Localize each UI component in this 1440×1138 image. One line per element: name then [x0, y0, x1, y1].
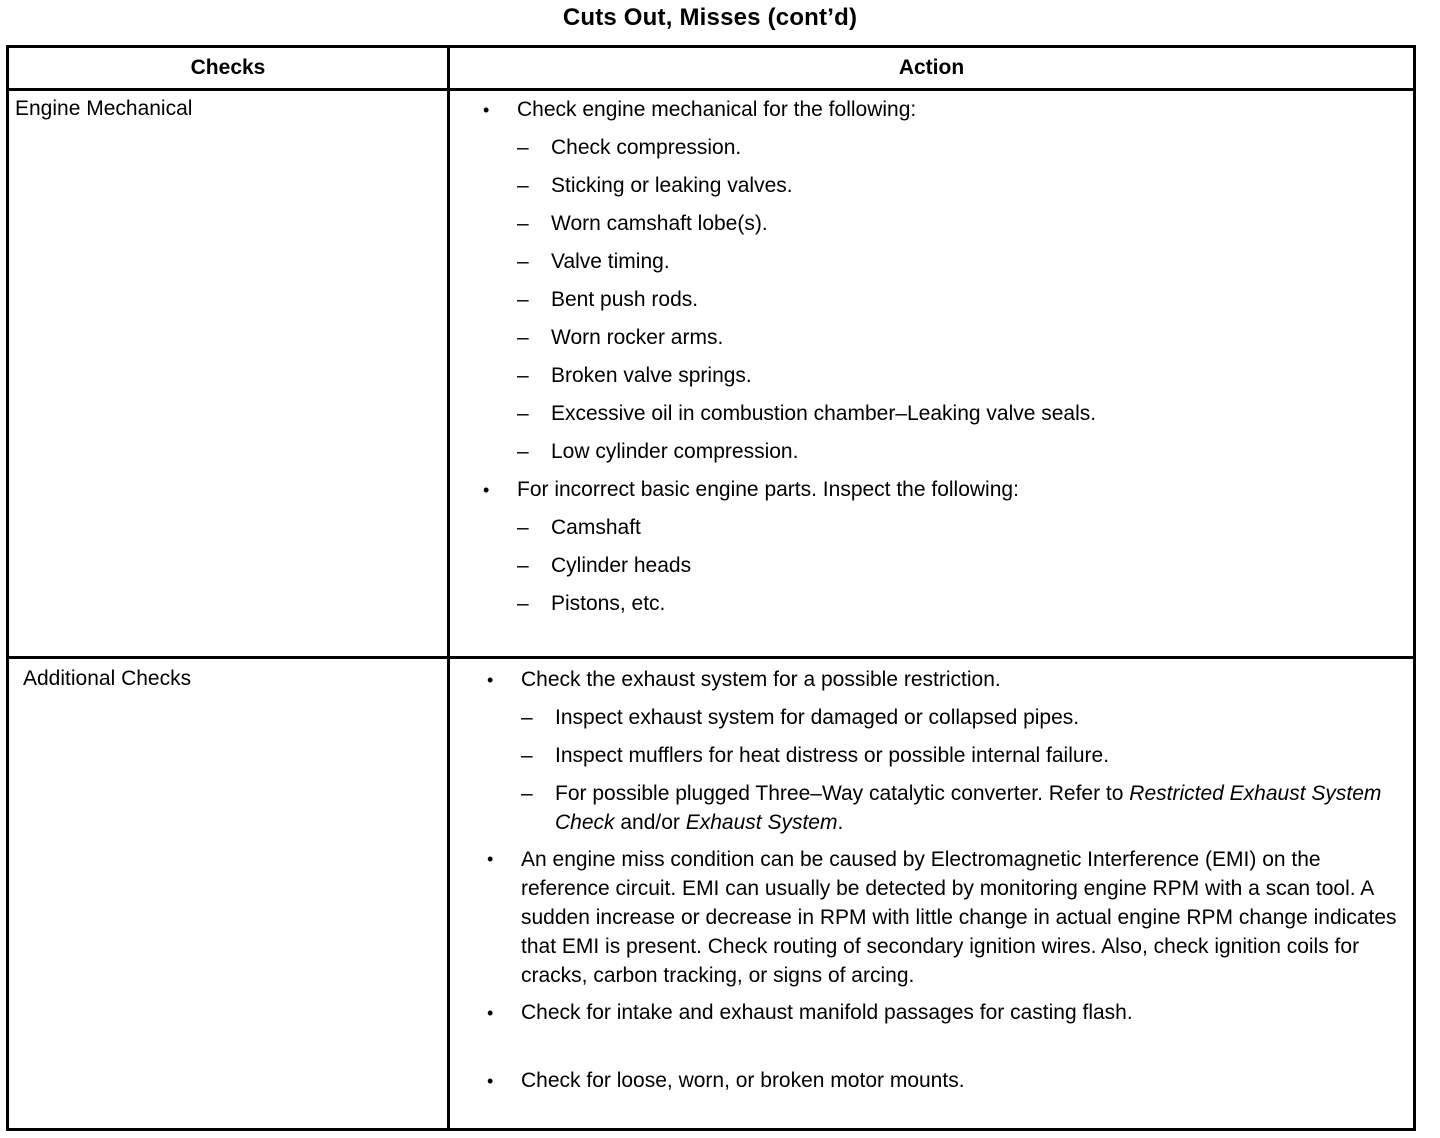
list-item: • Check engine mechanical for the following:: [481, 95, 1391, 125]
list-item: • Check for loose, worn, or broken motor mounts.: [485, 1066, 1405, 1096]
list-item: – Broken valve springs.: [481, 361, 1391, 391]
list-item: – Check compression.: [481, 133, 1391, 163]
list-item: – Camshaft: [481, 513, 1391, 543]
list-item: • Check the exhaust system for a possible restriction.: [485, 665, 1405, 695]
list-item: – Worn rocker arms.: [481, 323, 1391, 353]
list-item: • An engine miss condition can be caused by Electromagnetic Interference (EMI) on the reference circuit. EMI can usually be detected by monitoring engine RPM with a scan tool. A sudden increase or decrease in RPM with little change in actual engine RPM change indicates that EMI is present. Check routing of secondary ignition wires. Also, check ignition coils for cracks, carbon tracking, or signs of arcing.: [485, 845, 1405, 990]
list-item: – Sticking or leaking valves.: [481, 171, 1391, 201]
check-additional-checks: Additional Checks: [23, 667, 192, 690]
list-item: – Valve timing.: [481, 247, 1391, 277]
list-item: – Low cylinder compression.: [481, 437, 1391, 467]
check-engine-mechanical: Engine Mechanical: [15, 97, 193, 120]
list-item: – Bent push rods.: [481, 285, 1391, 315]
list-item: – Cylinder heads: [481, 551, 1391, 581]
list-item: • Check for intake and exhaust manifold passages for casting flash.: [485, 998, 1405, 1028]
list-item: – Excessive oil in combustion chamber–Leaking valve seals.: [481, 399, 1391, 429]
list-item: – Pistons, etc.: [481, 589, 1391, 619]
list-item: – For possible plugged Three–Way catalytic converter. Refer to Restricted Exhaust System Check and/or Exhaust System.: [485, 779, 1405, 837]
list-item: – Worn camshaft lobe(s).: [481, 209, 1391, 239]
table-row-engine-mechanical: [9, 91, 1413, 656]
page-title: Cuts Out, Misses (cont’d): [562, 4, 858, 31]
reference-link: Exhaust System: [685, 811, 838, 834]
action-list-additional-checks: [485, 665, 1405, 1096]
header-checks: Checks: [190, 56, 266, 79]
table-header-row: [9, 48, 1413, 91]
list-item: – Inspect mufflers for heat distress or possible internal failure.: [485, 741, 1405, 771]
table-row-additional-checks: [9, 659, 1413, 1128]
action-list-engine-mechanical: [481, 95, 1391, 619]
reference-link: Restricted Exhaust System Check: [555, 782, 1382, 834]
list-item: • For incorrect basic engine parts. Inspect the following:: [481, 475, 1391, 505]
diagnostic-table: [6, 45, 1416, 1131]
list-item: – Inspect exhaust system for damaged or collapsed pipes.: [485, 703, 1405, 733]
header-action: Action: [898, 56, 965, 79]
